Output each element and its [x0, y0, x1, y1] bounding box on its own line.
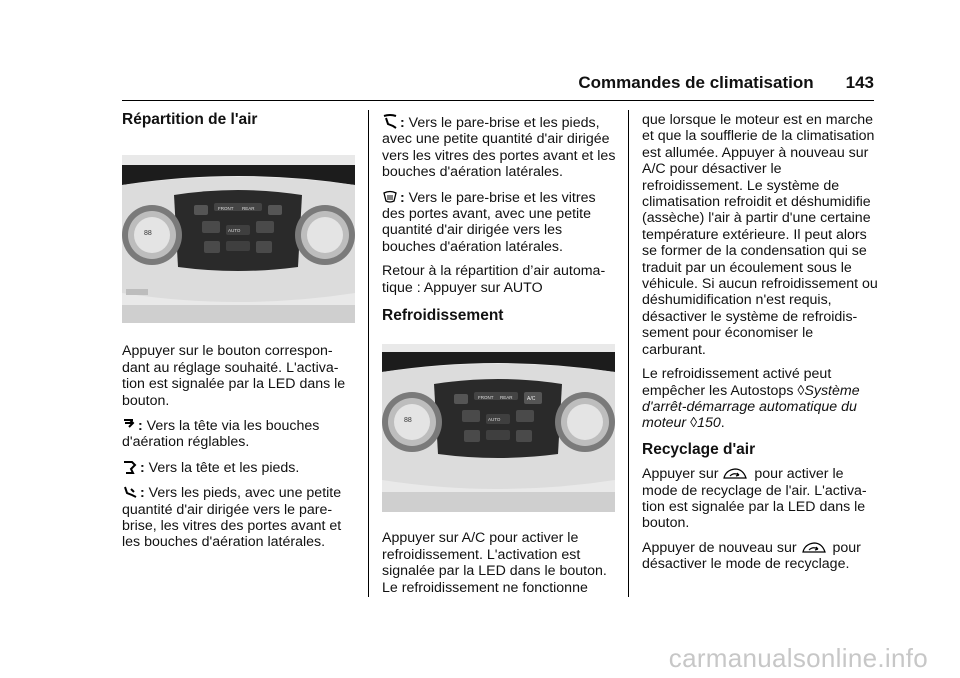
item-defrost: : Vers le pare-brise et les vitres des portes avant, avec une petite quantité d'air dirigée vers les bouches d'aération latérales.	[382, 189, 596, 255]
page-number: 143	[845, 73, 874, 92]
column-1	[122, 112, 358, 559]
figure-climate-panel-1	[122, 155, 355, 323]
figure-climate-panel-2	[382, 344, 615, 512]
heading-air-distribution: Répartition de l'air	[122, 111, 258, 128]
panel2-left-knob-value: 88	[404, 417, 412, 425]
vent-head-feet-icon	[122, 459, 138, 475]
panel1-auto-label: AUTO	[228, 228, 241, 234]
column-3	[642, 112, 878, 581]
watermark: carmanualsonline.info	[668, 643, 928, 673]
reference-arrow-icon: ◊	[690, 415, 698, 432]
section-title: Commandes de climatisation	[578, 73, 814, 92]
defrost-icon	[382, 189, 398, 205]
panel1-front-label: FRONT	[218, 206, 234, 212]
item-vent-head: : Vers la tête via les bouches d'aération réglables.	[122, 418, 320, 451]
column-divider-1	[368, 110, 369, 597]
link-start-stop-system[interactable]: Système d'arrêt-démarrage automatique du moteur	[642, 382, 860, 432]
paragraph-press-button: Appuyer sur le bouton correspon-dant au réglage souhaité. L'activa-tion est signalée par la LED dans le bouton.	[122, 343, 346, 409]
heading-recirculation: Recyclage d'air	[642, 440, 756, 458]
paragraph-cooling-details: que lorsque le moteur est en marche et que la soufflerie de la climatisation est allumée. Appuyer à nouveau sur A/C pour désactiver le refroidissement. Le système de climatisation refroidit et déshumidifie (assèche) l'air à partir d'une certaine température extérieure. Il peut alors se former de la condensation qui se traduit par un écoulement sous le véhicule. Si aucun refroidissement ou déshumidification n'est requis, désactiver le système de refroidis-sement pour économiser le carburant.	[642, 112, 878, 358]
left-knob-value: 88	[144, 230, 152, 238]
column-2	[382, 114, 618, 604]
heading-cooling: Refroidissement	[382, 307, 504, 325]
recirculation-icon	[722, 467, 748, 481]
paragraph-autostop: Le refroidissement activé peut empêcher les Autostops ◊Système d'arrêt-démarrage automatique du moteur ◊150.	[642, 366, 860, 432]
windshield-feet-icon	[382, 114, 398, 130]
panel2-rear-label: REAR	[500, 395, 513, 401]
paragraph-auto: Retour à la répartition d’air automa-tique : Appuyer sur AUTO	[382, 263, 606, 296]
page-header	[578, 73, 874, 93]
reference-arrow-icon: ◊	[797, 382, 805, 399]
paragraph-recirculation-off: Appuyer de nouveau sur pour désactiver le mode de recyclage.	[642, 539, 861, 573]
header-rule	[122, 100, 874, 101]
vent-feet-icon	[122, 484, 138, 500]
panel2-auto-label: AUTO	[488, 417, 501, 423]
link-page-150[interactable]: 150	[697, 415, 721, 432]
column-divider-2	[628, 110, 629, 597]
recirculation-icon	[801, 541, 827, 555]
item-vent-head-feet: : Vers la tête et les pieds.	[122, 459, 358, 476]
vent-head-icon	[122, 417, 136, 433]
item-windshield-feet: : Vers le pare-brise et les pieds, avec une petite quantité d'air dirigée vers les vitres des portes avant et les bouches d'aération latérales.	[382, 115, 616, 181]
panel2-ac-label: A/C	[527, 396, 536, 403]
paragraph-cooling-activate: Appuyer sur A/C pour activer le refroidissement. L'activation est signalée par la LED dans le bouton. Le refroidissement ne fonctionne	[382, 530, 607, 596]
panel2-front-label: FRONT	[478, 395, 494, 401]
item-vent-feet: : Vers les pieds, avec une petite quantité d'air dirigée vers le pare-brise, les vitres des portes avant et les bouches d'aération latérales.	[122, 485, 342, 551]
paragraph-recirculation-on: Appuyer sur pour activer le mode de recyclage de l'air. L'activa-tion est signalée par la LED dans le bouton.	[642, 466, 867, 532]
panel1-rear-label: REAR	[242, 206, 255, 212]
